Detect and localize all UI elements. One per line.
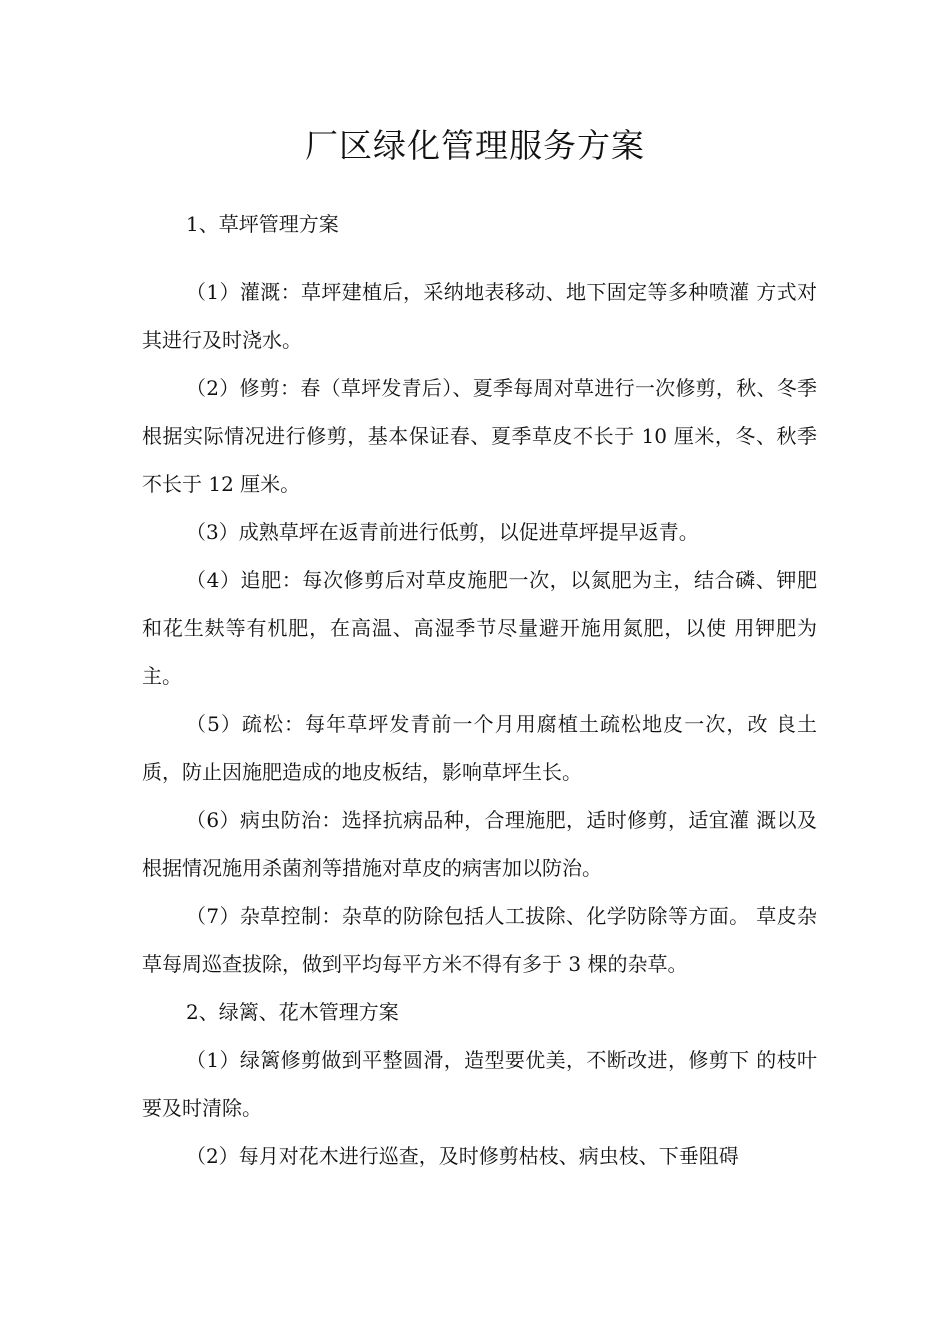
section-heading-lawn: 1、草坪管理方案 — [186, 212, 339, 236]
paragraph-loosening: （5）疏松：每年草坪发青前一个月用腐植土疏松地皮一次，改 良土质，防止因施肥造成的地皮板结，影响草坪生长。 — [142, 712, 817, 784]
paragraph-pest-control: （6）病虫防治：选择抗病品种，合理施肥，适时修剪，适宜灌 溉以及根据情况施用杀菌剂等措施对草皮的病害加以防治。 — [142, 808, 817, 880]
paragraph-fertilizing: （4）追肥：每次修剪后对草皮施肥一次，以氮肥为主，结合磷、钾肥和花生麸等有机肥，在高温、高湿季节尽量避开施用氮肥，以使 用钾肥为主。 — [142, 568, 817, 688]
paragraph-low-cut: （3）成熟草坪在返青前进行低剪，以促进草坪提早返青。 — [186, 520, 699, 544]
paragraph-weed-control: （7）杂草控制：杂草的防除包括人工拔除、化学防除等方面。 草皮杂草每周巡查拔除，做到平均每平方米不得有多于 3 棵的杂草。 — [142, 904, 817, 976]
section-heading-hedges: 2、绿篱、花木管理方案 — [186, 1000, 399, 1024]
paragraph-irrigation: （1）灌溉：草坪建植后，采纳地表移动、地下固定等多种喷灌 方式对其进行及时浇水。 — [142, 280, 817, 352]
document-title: 厂区绿化管理服务方案 — [305, 126, 645, 165]
paragraph-monthly-inspection: （2）每月对花木进行巡查，及时修剪枯枝、病虫枝、下垂阻碍 — [186, 1144, 739, 1168]
paragraph-mowing: （2）修剪：春（草坪发青后）、夏季每周对草进行一次修剪，秋、冬季根据实际情况进行修剪，基本保证春、夏季草皮不长于 10 厘米，冬、秋季不长于 12 厘米。 — [142, 376, 817, 496]
paragraph-hedge-trimming: （1）绿篱修剪做到平整圆滑，造型要优美，不断改进，修剪下 的枝叶要及时清除。 — [142, 1048, 817, 1120]
document-body — [142, 200, 817, 1180]
